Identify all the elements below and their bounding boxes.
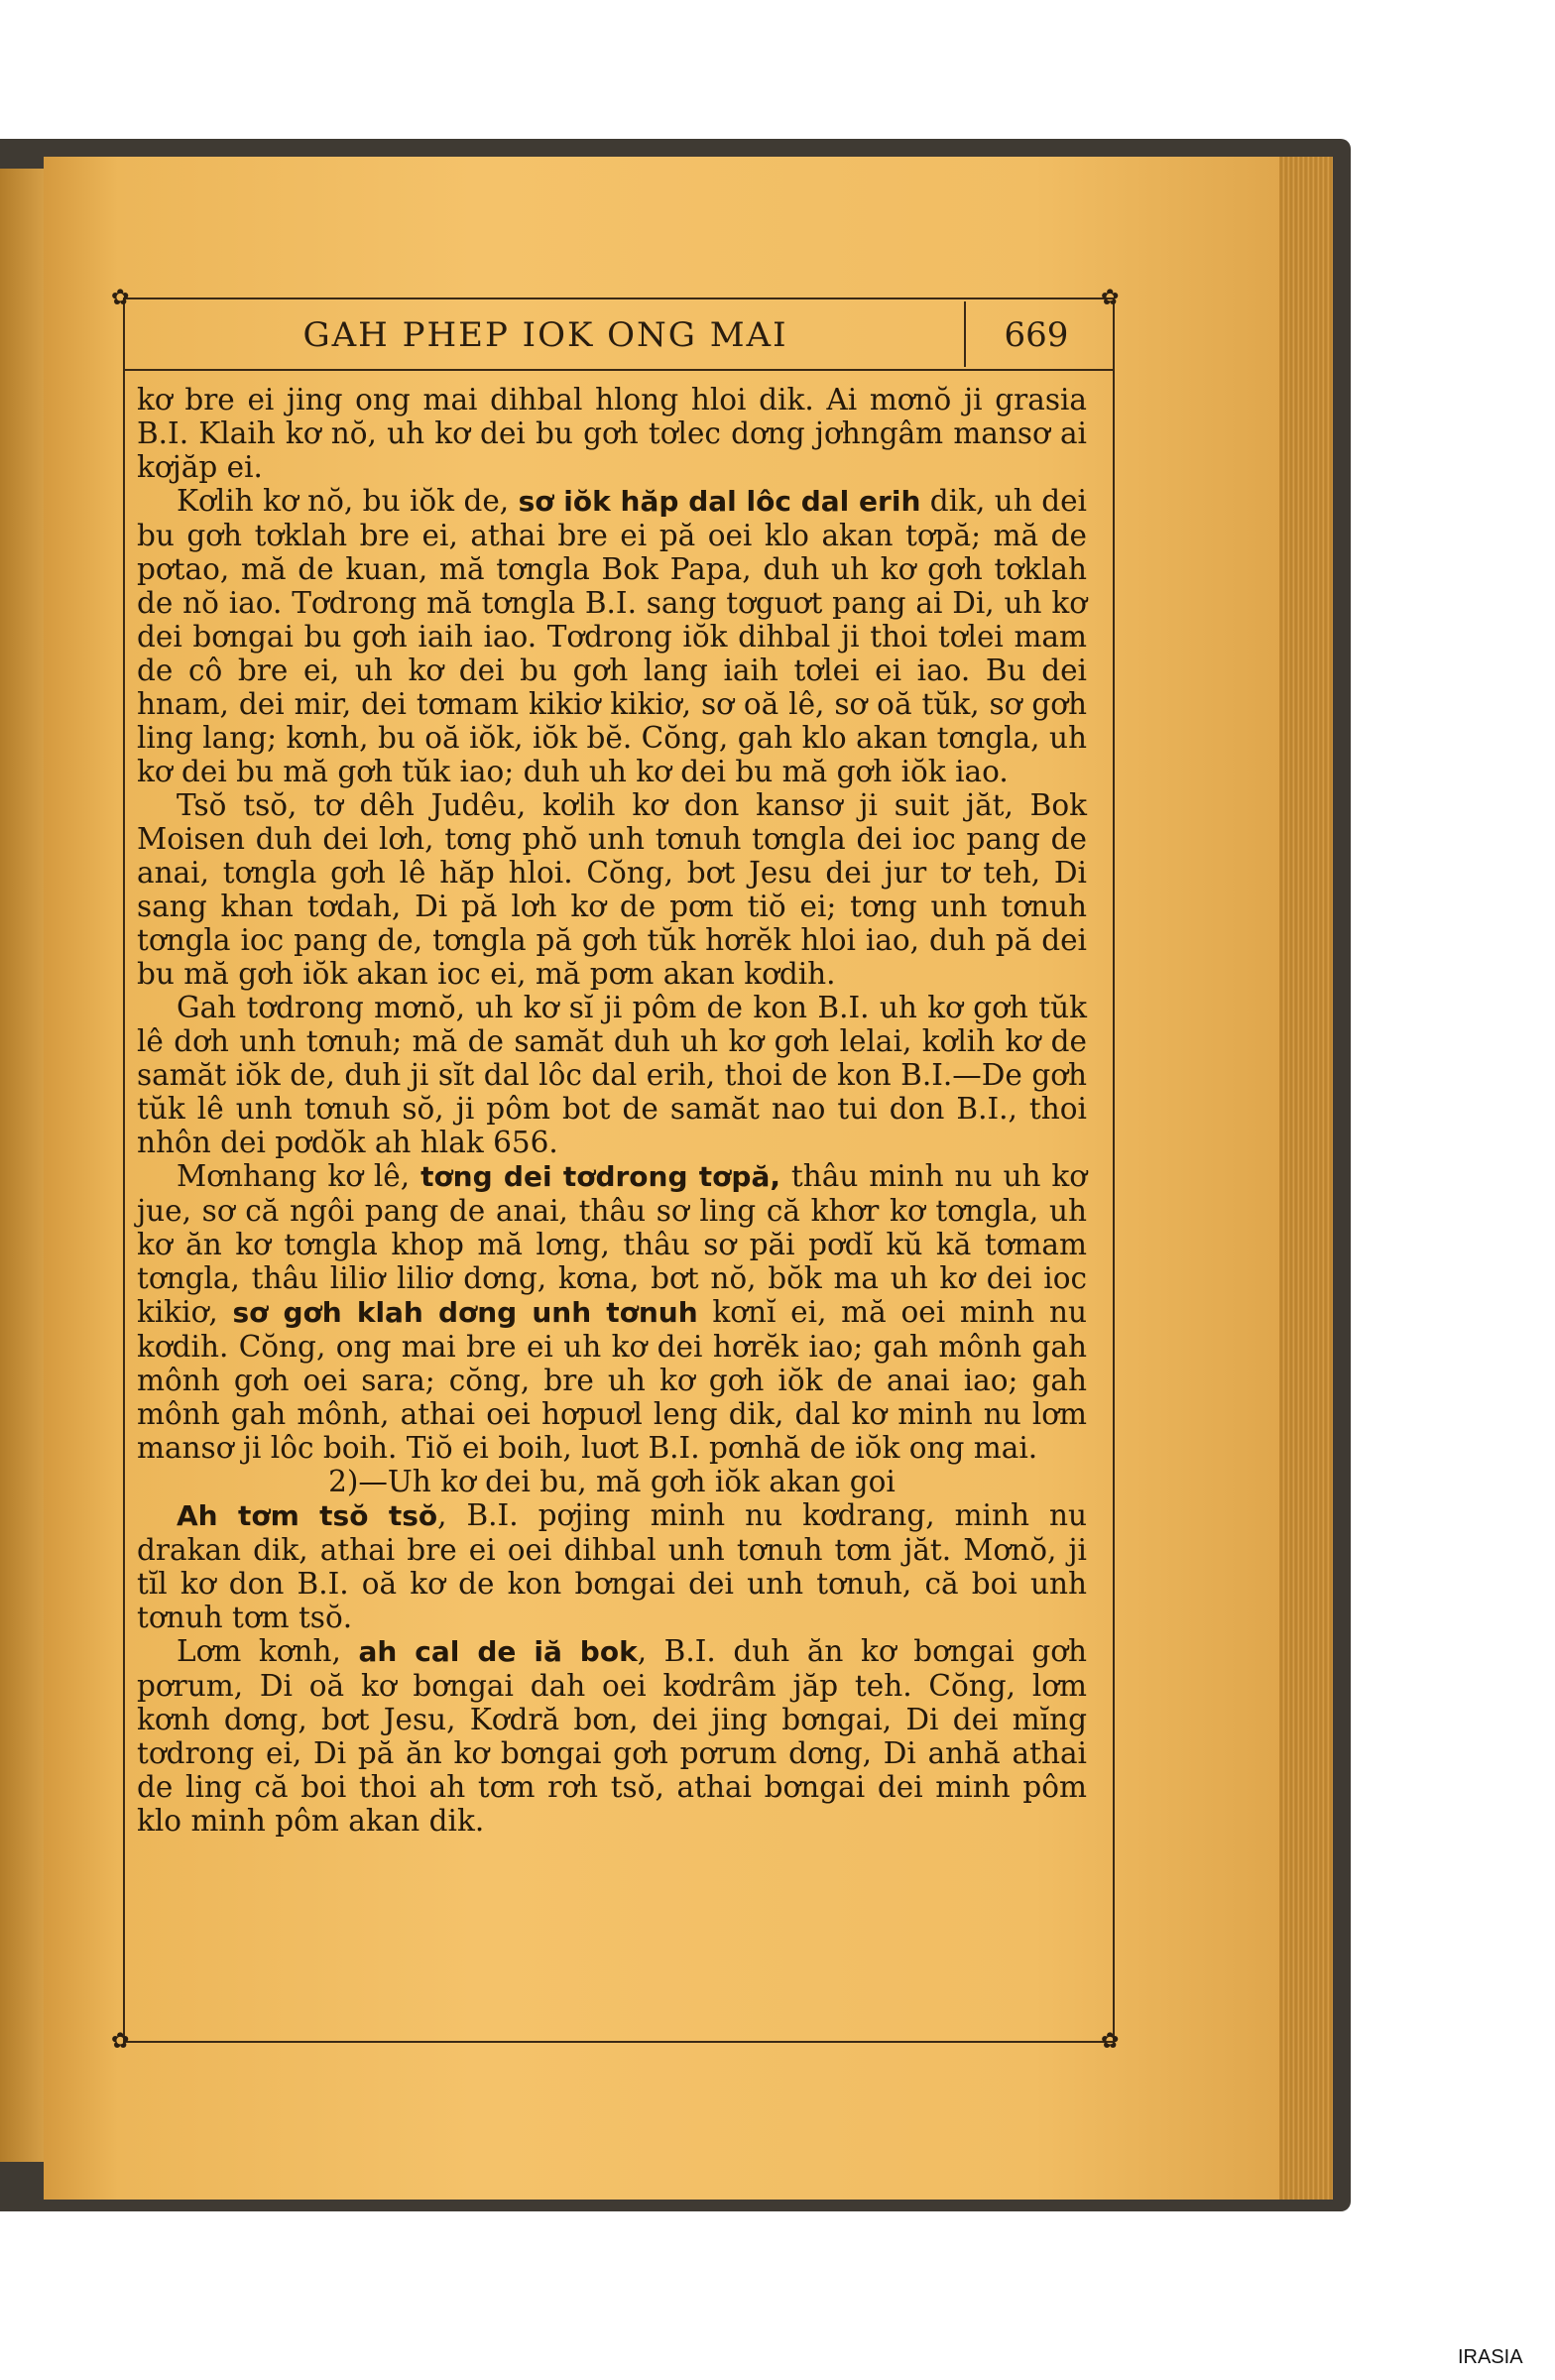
page-number: 669 bbox=[1004, 315, 1069, 355]
page-edges bbox=[1279, 157, 1333, 2200]
section-heading: 2)—Uh kơ dei bu, mă gơh iŏk akan goi bbox=[328, 1465, 896, 1498]
body-text bbox=[137, 383, 1087, 1838]
paragraph: Kơlih kơ nŏ, bu iŏk de, sơ iŏk hăp dal lôc dal erih dik, uh dei bu gơh tơklah bre ei, athai bre ei pă oei klo akan tơpă; mă de pơtao, mă de kuan, mă tơngla Bok Papa, duh uh kơ gơh tơklah de nŏ iao. Tơdrong mă tơngla B.I. sang tơguơt pang ai Di, uh kơ dei bơngai bu gơh iaih iao. Tơdrong iŏk dihbal ji thoi tơlei mam de cô bre ei, uh kơ dei bu gơh lang iaih tơlei ei iao. Bu dei hnam, dei mir, dei tơmam kikiơ kikiơ, sơ oă lê, sơ oă tŭk, sơ gơh ling lang; kơnh, bu oă iŏk, iŏk bĕ. Cŏng, gah klo akan tơngla, uh kơ dei bu mă gơh tŭk iao; duh uh kơ dei bu mă gơh iŏk iao. bbox=[137, 484, 1087, 788]
ornament-icon: ✿ bbox=[111, 2029, 130, 2054]
ornament-icon: ✿ bbox=[1101, 2029, 1120, 2054]
facing-page-edge bbox=[0, 169, 48, 2162]
ornament-icon: ✿ bbox=[1101, 286, 1120, 310]
top-rule bbox=[123, 298, 1113, 299]
bottom-rule bbox=[123, 2041, 1113, 2043]
paragraph: kơ bre ei jing ong mai dihbal hlong hloi dik. Ai mơnŏ ji grasia B.I. Klaih kơ nŏ, uh kơ dei bu gơh tơlec dơng jơhngâm mansơ ai kơjăp ei. bbox=[137, 383, 1087, 484]
watermark: IRASIA bbox=[1458, 2346, 1523, 2368]
ornament-icon: ✿ bbox=[111, 286, 130, 310]
paragraph: Gah tơdrong mơnŏ, uh kơ sĭ ji pôm de kon B.I. uh kơ gơh tŭk lê dơh unh tơnuh; mă de samăt duh uh kơ gơh lelai, kơlih kơ de samăt iŏk de, duh ji sĭt dal lôc dal erih, thoi de kon B.I.—De gơh tŭk lê unh tơnuh sŏ, ji pôm bot de samăt nao tui don B.I., thoi nhôn dei pơdŏk ah hlak 656. bbox=[137, 991, 1087, 1159]
paragraph: Mơnhang kơ lê, tơng dei tơdrong tơpă, thâu minh nu uh kơ jue, sơ că ngôi pang de anai, thâu sơ ling că khơr kơ tơngla, uh kơ ăn kơ tơngla khop mă lơng, thâu sơ păi pơdĭ kŭ kă tơmam tơngla, thâu liliơ liliơ dơng, kơna, bơt nŏ, bŏk ma uh kơ dei ioc kikiơ, sơ gơh klah dơng unh tơnuh kơnĭ ei, mă oei minh nu kơdih. Cŏng, ong mai bre ei uh kơ dei hơrĕk iao; gah mônh gah mônh gơh oei sara; cŏng, bre uh kơ gơh iŏk de anai iao; gah mônh gah mônh, athai oei hơpuơl leng dik, dal kơ minh nu lơm mansơ ji lôc boih. Tiŏ ei boih, luơt B.I. pơnhă de iŏk ong mai. bbox=[137, 1159, 1087, 1465]
header-rule bbox=[123, 369, 1113, 371]
header-divider bbox=[964, 301, 966, 367]
paragraph: Ah tơm tsŏ tsŏ, B.I. pơjing minh nu kơdrang, minh nu drakan dik, athai bre ei oei dihbal unh tơnuh tơm jăt. Mơnŏ, ji tĭl kơ don B.I. oă kơ de kon bơngai dei unh tơnuh, că boi unh tơnuh tơm tsŏ. bbox=[137, 1498, 1087, 1634]
paragraph: Tsŏ tsŏ, tơ dêh Judêu, kơlih kơ don kansơ ji suit jăt, Bok Moisen duh dei lơh, tơng phŏ unh tơnuh tơngla dei ioc pang de anai, tơngla gơh lê hăp hloi. Cŏng, bơt Jesu dei jur tơ teh, Di sang khan tơdah, Di pă lơh kơ de pơm tiŏ ei; tơng unh tơnuh tơngla ioc pang de, tơngla pă gơh tŭk hơrĕk hloi iao, duh pă dei bu mă gơh iŏk akan ioc ei, mă pơm akan kơdih. bbox=[137, 788, 1087, 991]
running-head: GAH PHEP IOK ONG MAI bbox=[302, 315, 788, 355]
paragraph: Lơm kơnh, ah cal de iă bok, B.I. duh ăn kơ bơngai gơh pơrum, Di oă kơ bơngai dah oei kơdrâm jăp teh. Cŏng, lơm kơnh dơng, bơt Jesu, Kơdră bơn, dei jing bơngai, Di dei mĭng tơdrong ei, Di pă ăn kơ bơngai gơh pơrum dơng, Di anhă athai de ling că boi thoi ah tơm rơh tsŏ, athai bơngai dei minh pôm klo minh pôm akan dik. bbox=[137, 1634, 1087, 1838]
